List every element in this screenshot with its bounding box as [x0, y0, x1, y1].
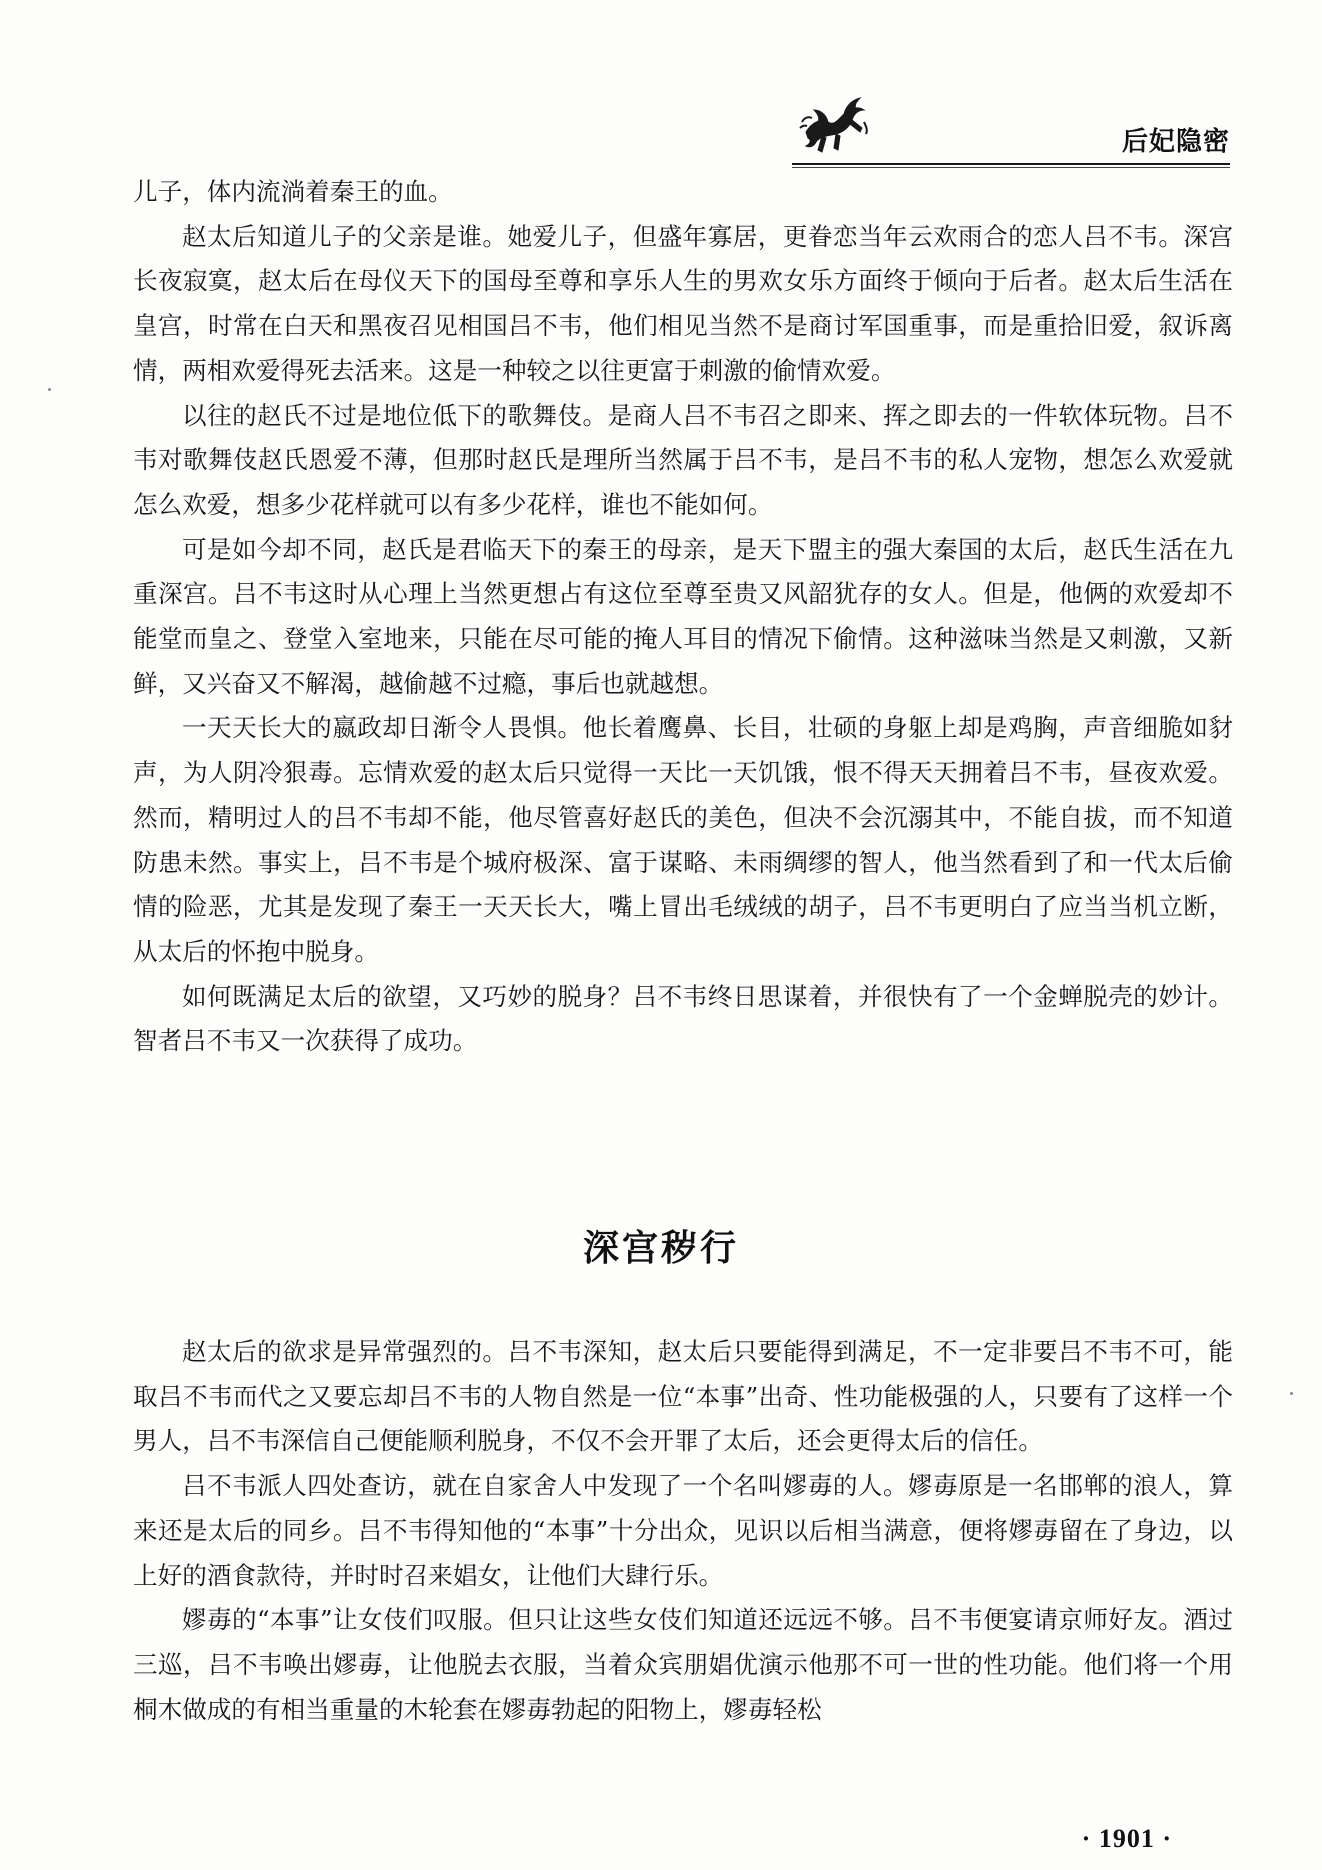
dragon-emblem-icon — [798, 92, 870, 154]
header-rule-thin — [792, 167, 1230, 168]
paragraph: 嫪毐的“本事”让女伎们叹服。但只让这些女伎们知道还远远不够。吕不韦便宴请京师好友。酒过三巡，吕不韦唤出嫪毐，让他脱去衣服，当着众宾朋娼优演示他那不可一世的性功能。他们将一个用桐木做成的有相当重量的木轮套在嫪毐勃起的阳物上，嫪毐轻松 — [133, 1605, 1233, 1724]
paragraph: 赵太后知道儿子的父亲是谁。她爱儿子，但盛年寡居，更眷恋当年云欢雨合的恋人吕不韦。深宫长夜寂寞，赵太后在母仪天下的国母至尊和享乐人生的男欢女乐方面终于倾向于后者。赵太后生活在皇宫，时常在白天和黑夜召见相国吕不韦，他们相见当然不是商讨军国重事，而是重拾旧爱，叙诉离情，两相欢爱得死去活来。这是一种较之以往更富于刺激的偷情欢爱。 — [133, 221, 1233, 385]
paragraph: 儿子，体内流淌着秦王的血。 — [133, 177, 453, 206]
paragraph: 可是如今却不同，赵氏是君临天下的秦王的母亲，是天下盟主的强大秦国的太后，赵氏生活在九重深宫。吕不韦这时从心理上当然更想占有这位至尊至贵又风韶犹存的女人。但是，他俩的欢爱却不能堂而皇之、登堂入室地来，只能在尽可能的掩人耳目的情况下偷情。这种滋味当然是又刺激，又新鲜，又兴奋又不解渴，越偷越不过瘾，事后也就越想。 — [133, 534, 1233, 698]
paragraph: 一天天长大的嬴政却日渐令人畏惧。他长着鹰鼻、长目，壮硕的身躯上却是鸡胸，声音细脆如豺声，为人阴冷狠毒。忘情欢爱的赵太后只觉得一天比一天饥饿，恨不得天天拥着吕不韦，昼夜欢爱。然而，精明过人的吕不韦却不能，他尽管喜好赵氏的美色，但决不会沉溺其中，不能自拔，而不知道防患未然。事实上，吕不韦是个城府极深、富于谋略、未雨绸缪的智人，他当然看到了和一代太后偷情的险恶，尤其是发现了秦王一天天长大，嘴上冒出毛绒绒的胡子，吕不韦更明白了应当当机立断，从太后的怀抱中脱身。 — [133, 713, 1233, 966]
page-number: · 1901 · — [1081, 1824, 1172, 1853]
header-rule — [792, 163, 1230, 165]
bottom-text-block — [133, 1330, 1233, 1732]
scan-speck — [1290, 1392, 1293, 1395]
paragraph: 吕不韦派人四处查访，就在自家舍人中发现了一个名叫嫪毐的人。嫪毐原是一名邯郸的浪人，算来还是太后的同乡。吕不韦得知他的“本事”十分出众，见识以后相当满意，便将嫪毐留在了身边，以上好的酒食款待，并时时召来娼女，让他们大肆行乐。 — [133, 1471, 1233, 1590]
paragraph: 赵太后的欲求是异常强烈的。吕不韦深知，赵太后只要能得到满足，不一定非要吕不韦不可，能取吕不韦而代之又要忘却吕不韦的人物自然是一位“本事”出奇、性功能极强的人，只要有了这样一个男人，吕不韦深信自己便能顺利脱身，不仅不会开罪了太后，还会更得太后的信任。 — [133, 1337, 1233, 1456]
scan-speck — [48, 388, 51, 391]
paragraph: 以往的赵氏不过是地位低下的歌舞伎。是商人吕不韦召之即来、挥之即去的一件软体玩物。吕不韦对歌舞伎赵氏恩爱不薄，但那时赵氏是理所当然属于吕不韦，是吕不韦的私人宠物，想怎么欢爱就怎么欢爱，想多少花样就可以有多少花样，谁也不能如何。 — [133, 400, 1233, 519]
paragraph: 如何既满足太后的欲望，又巧妙的脱身？吕不韦终日思谋着，并很快有了一个金蝉脱壳的妙计。智者吕不韦又一次获得了成功。 — [133, 981, 1233, 1056]
section-title: 深宫秽行 — [582, 1228, 739, 1269]
top-text-block — [133, 170, 1233, 1064]
running-header-title: 后妃隐密 — [1121, 127, 1230, 157]
